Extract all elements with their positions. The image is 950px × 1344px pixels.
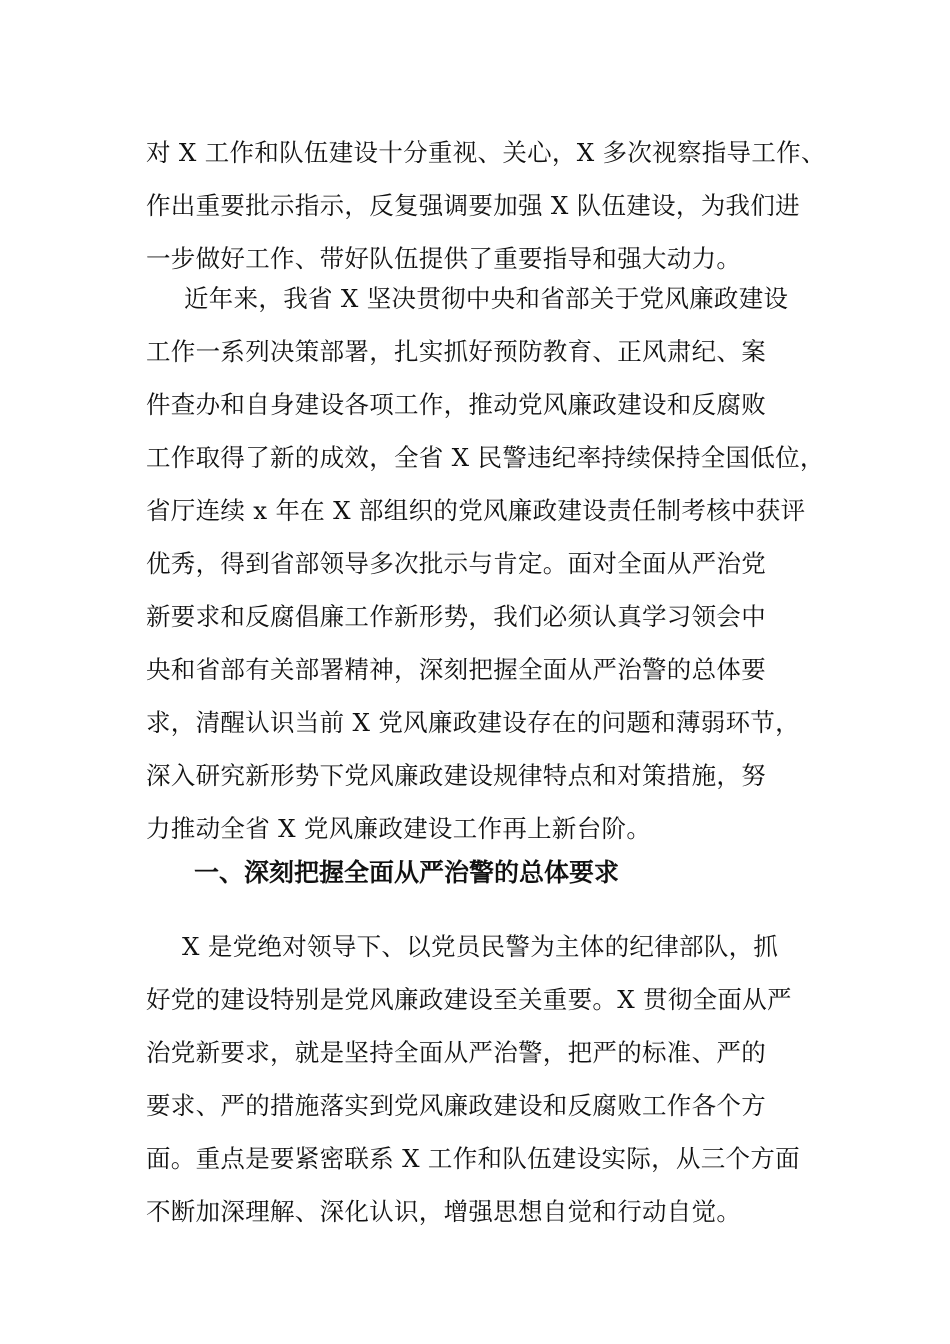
text-line: 件查办和自身建设各项工作，推动党风廉政建设和反腐败 [146, 390, 766, 419]
paragraph-overall-requirements [146, 920, 826, 1238]
text-line: 工作一系列决策部署，扎实抓好预防教育、正风肃纪、案 [146, 337, 766, 366]
paragraph-recent-years [146, 272, 826, 855]
text-line: 对 X 工作和队伍建设十分重视、关心，X 多次视察指导工作、 [146, 138, 826, 167]
text-line: X 是党绝对领导下、以党员民警为主体的纪律部队，抓 [182, 932, 779, 961]
text-line: 省厅连续 x 年在 X 部组织的党风廉政建设责任制考核中获评 [146, 496, 806, 525]
text-line: 求，清醒认识当前 X 党风廉政建设存在的问题和薄弱环节， [146, 708, 800, 737]
text-line: 不断加深理解、深化认识，增强思想自觉和行动自觉。 [146, 1197, 742, 1226]
text-line: 治党新要求，就是坚持全面从严治警，把严的标准、严的 [146, 1038, 766, 1067]
text-line: 工作取得了新的成效，全省 X 民警违纪率持续保持全国低位， [146, 443, 825, 472]
text-line: 央和省部有关部署精神，深刻把握全面从严治警的总体要 [146, 655, 766, 684]
text-line: 深入研究新形势下党风廉政建设规律特点和对策措施，努 [146, 761, 766, 790]
text-line: 要求、严的措施落实到党风廉政建设和反腐败工作各个方 [146, 1091, 766, 1120]
text-line: 面。重点是要紧密联系 X 工作和队伍建设实际，从三个方面 [146, 1144, 800, 1173]
text-line: 新要求和反腐倡廉工作新形势，我们必须认真学习领会中 [146, 602, 766, 631]
text-line: 优秀，得到省部领导多次批示与肯定。面对全面从严治党 [146, 549, 766, 578]
text-line: 好党的建设特别是党风廉政建设至关重要。X 贯彻全面从严 [146, 985, 792, 1014]
section-heading: 一、深刻把握全面从严治警的总体要求 [194, 858, 620, 887]
text-line: 近年来，我省 X 坚决贯彻中央和省部关于党风廉政建设 [184, 284, 789, 313]
text-line: 力推动全省 X 党风廉政建设工作再上新台阶。 [146, 814, 652, 843]
paragraph-continuation [146, 126, 826, 285]
text-line: 作出重要批示指示，反复强调要加强 X 队伍建设，为我们进 [146, 191, 800, 220]
text-line: 一步做好工作、带好队伍提供了重要指导和强大动力。 [146, 244, 742, 273]
